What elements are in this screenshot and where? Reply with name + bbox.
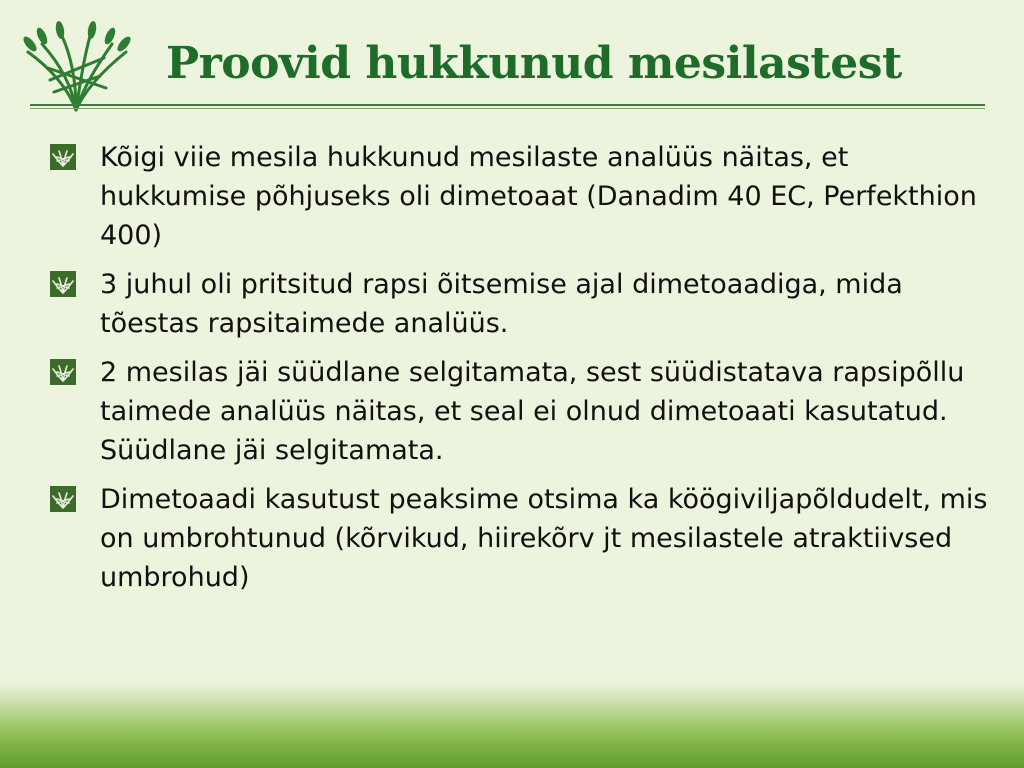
footer-gradient-band: [0, 683, 1024, 768]
list-item: [50, 138, 990, 255]
list-item: [50, 353, 990, 470]
slide-title: Proovid hukkunud mesilastest: [166, 38, 902, 89]
leaf-bullet-icon: [50, 359, 76, 385]
title-divider: [30, 104, 985, 110]
bullet-text: Kõigi viie mesila hukkunud mesilaste analüüs näitas, et hukkumise põhjuseks oli dimetoaat (Danadim 40 EC, Perfekthion 400): [100, 142, 977, 251]
bullet-text: Dimetoaadi kasutust peaksime otsima ka köögiviljapõldudelt, mis on umbrohtunud (kõrvikud, hiirekõrv jt mesilastele atraktiivsed umbrohud): [100, 484, 988, 593]
bullet-list: [50, 138, 990, 607]
bullet-text: 3 juhul oli pritsitud rapsi õitsemise ajal dimetoaadiga, mida tõestas rapsitaimede analüüs.: [100, 269, 903, 339]
leaf-bullet-icon: [50, 271, 76, 297]
leaf-bullet-icon: [50, 486, 76, 512]
wheat-sheaf-logo-icon: [20, 18, 132, 116]
leaf-bullet-icon: [50, 144, 76, 170]
list-item: [50, 480, 990, 597]
bullet-text: 2 mesilas jäi süüdlane selgitamata, sest süüdistatava rapsipõllu taimede analüüs näitas, et seal ei olnud dimetoaati kasutatud. Süüdlane jäi selgitamata.: [100, 357, 965, 466]
list-item: [50, 265, 990, 343]
